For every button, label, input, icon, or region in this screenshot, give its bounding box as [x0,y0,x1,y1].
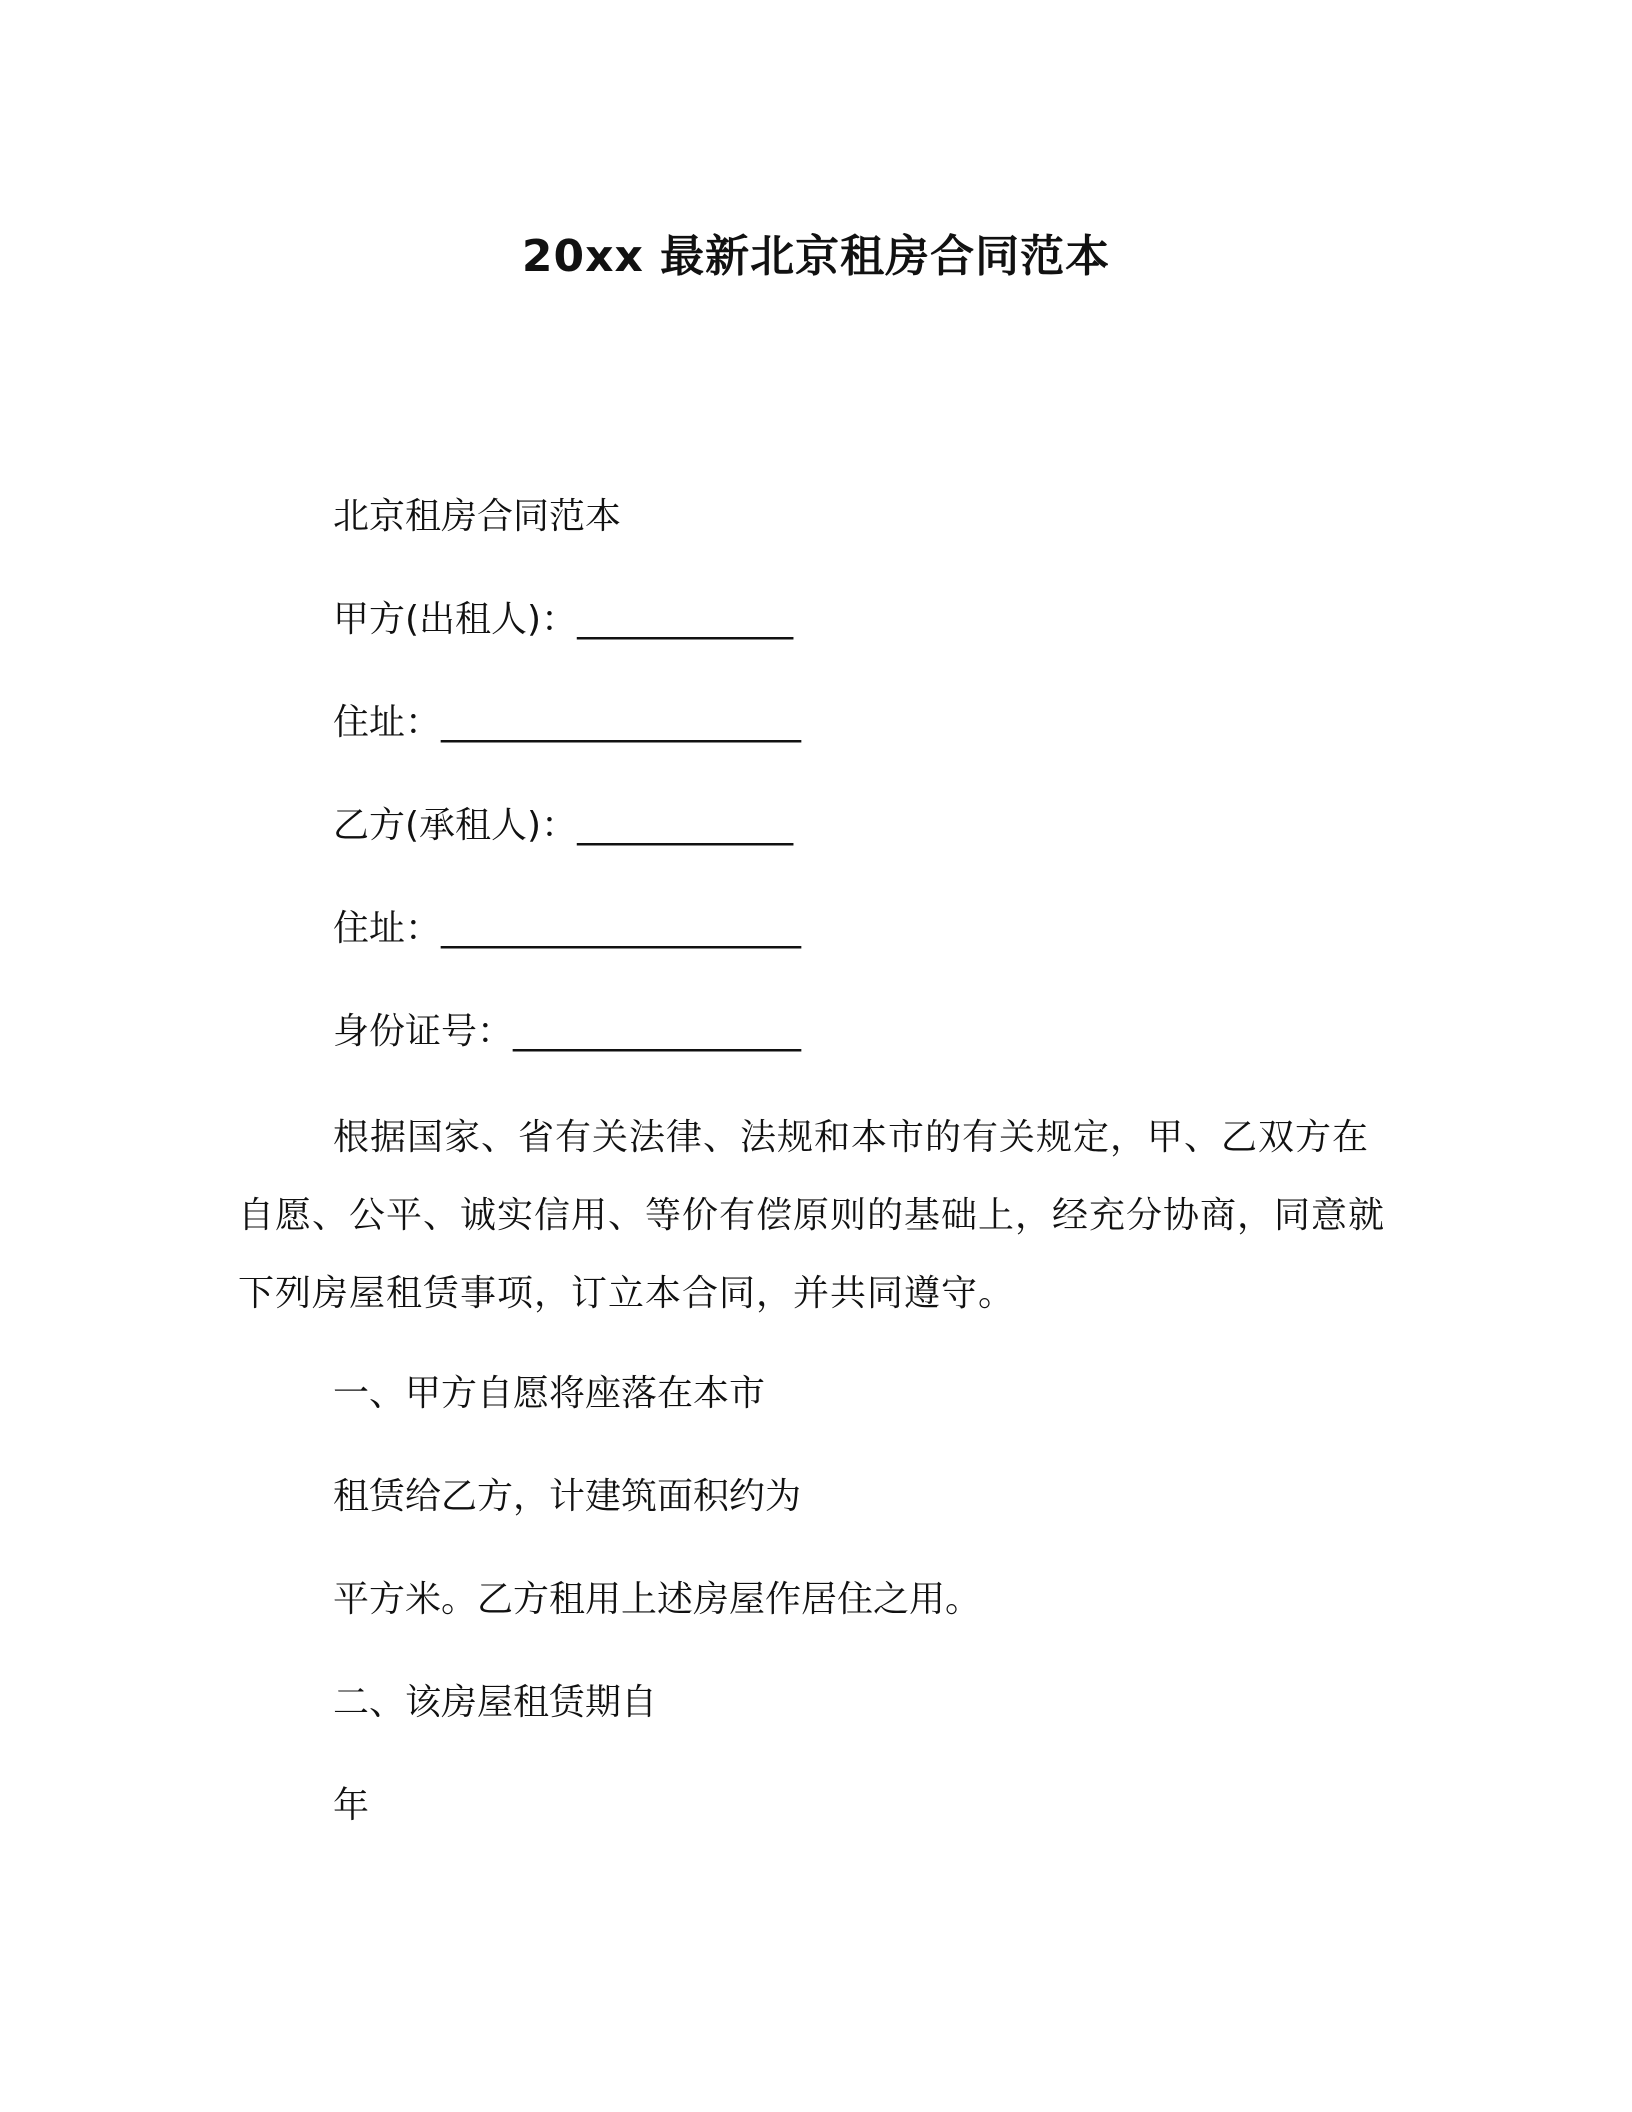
party-a-address-line: 住址：____________________ [333,702,802,743]
id-number-line: 身份证号：________________ [333,1011,802,1052]
intro-paragraph: 根据国家、省有关法律、法规和本市的有关规定，甲、乙双方在自愿、公平、诚实信用、等价有偿原则的基础上，经充分协商，同意就下列房屋租赁事项，订立本合同，并共同遵守。 [238,1117,1386,1314]
clause-2-line-1: 二、该房屋租赁期自 [333,1682,658,1723]
clause-1-line-3: 平方米。乙方租用上述房屋作居住之用。 [333,1579,982,1620]
document-subtitle: 北京租房合同范本 [333,496,622,537]
document-title: 20xx 最新北京租房合同范本 [521,231,1111,282]
party-b-line: 乙方(承租人)：____________ [333,805,794,846]
clause-1-line-1: 一、甲方自愿将座落在本市 [333,1373,766,1414]
party-a-line: 甲方(出租人)：____________ [333,599,794,640]
party-b-address-line: 住址：____________________ [333,908,802,949]
clause-1-line-2: 租赁给乙方，计建筑面积约为 [333,1476,802,1517]
clause-2-line-2: 年 [333,1785,370,1826]
